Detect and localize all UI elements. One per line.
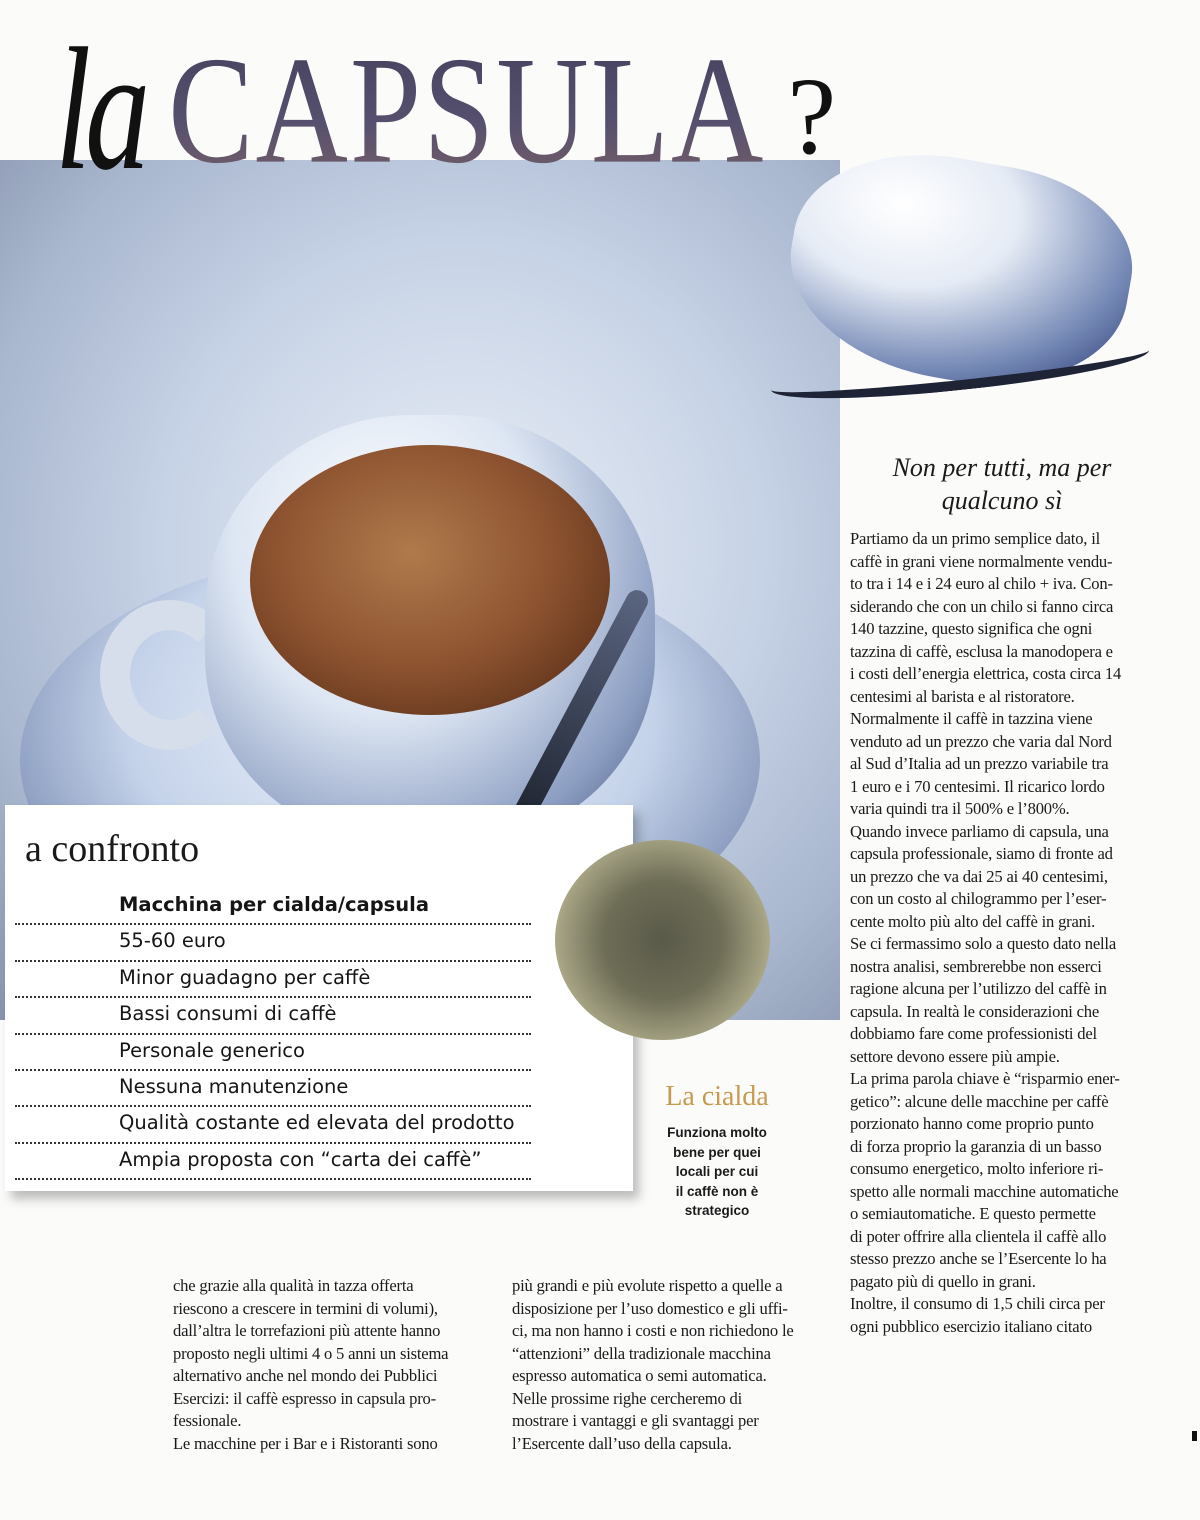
- comparison-item: 55-60 euro: [15, 925, 531, 961]
- article-line: 140 tazzine, questo significa che ogni: [850, 619, 1093, 638]
- article-line: che grazie alla qualità in tazza offerta: [173, 1276, 414, 1295]
- article-line: pagato più di quello in grani.: [850, 1271, 1036, 1291]
- cialda-caption-line: bene per quei: [673, 1144, 761, 1160]
- article-line: capsula. In realtà le considerazioni che: [850, 1001, 1100, 1021]
- article-line: Le macchine per i Bar e i Ristoranti sono: [173, 1433, 438, 1453]
- article-line: porzionato hanno come proprio punto: [850, 1114, 1094, 1133]
- article-line: di poter offrire alla clientela il caffè allo: [850, 1226, 1107, 1246]
- comparison-item: Ampia proposta con “carta dei caffè”: [15, 1144, 531, 1180]
- article-line: ogni pubblico esercizio italiano citato: [850, 1316, 1092, 1336]
- article-line: espresso automatica o semi automatica.: [512, 1366, 767, 1385]
- article-line: Se ci fermassimo solo a questo dato nella: [850, 934, 1116, 953]
- article-line: proposto negli ultimi 4 o 5 anni un sistema: [173, 1343, 449, 1363]
- cialda-caption-title: La cialda: [665, 1081, 769, 1112]
- comparison-item: Minor guadagno per caffè: [15, 962, 531, 998]
- article-line: i costi dell’energia elettrica, costa circa 14: [850, 664, 1122, 683]
- comparison-item: Nessuna manutenzione: [15, 1071, 531, 1107]
- article-line: con un costo al chilogrammo per l’eser-: [850, 889, 1107, 908]
- article-line: nostra analisi, sembrerebbe non esserci: [850, 956, 1102, 976]
- article-line: mostrare i vantaggi e gli svantaggi per: [512, 1411, 759, 1430]
- article-column-right: [850, 528, 1172, 1338]
- section-heading-line: qualcuno sì: [941, 486, 1063, 515]
- comparison-box: [5, 805, 633, 1191]
- article-line: riescono a crescere in termini di volumi),: [173, 1298, 438, 1318]
- cialda-caption-line: il caffè non è: [675, 1183, 759, 1199]
- article-line: l’Esercente dall’uso della capsula.: [512, 1433, 732, 1453]
- cialda-pod-image: [555, 840, 770, 1040]
- article-line: tazzina di caffè, esclusa la manodopera e: [850, 641, 1113, 661]
- article-line: o semiautomatiche. E questo permette: [850, 1204, 1096, 1223]
- article-line: Nelle prossime righe cercheremo di: [512, 1388, 743, 1408]
- article-line: cente molto più alto del caffè in grani.: [850, 911, 1096, 931]
- article-line: venduto ad un prezzo che varia dal Nord: [850, 731, 1112, 751]
- article-line: “attenzioni” della tradizionale macchina: [512, 1343, 771, 1363]
- article-line: centesimi al barista e al ristoratore.: [850, 686, 1075, 706]
- article-line: capsula professionale, siamo di fronte ad: [850, 844, 1113, 863]
- article-line: dall’altra le torrefazioni più attente hanno: [173, 1321, 441, 1340]
- article-line: siderando che con un chilo si fanno circa: [850, 596, 1114, 616]
- article-line: La prima parola chiave è “risparmio ener-: [850, 1069, 1120, 1088]
- article-line: alternativo anche nel mondo dei Pubblici: [173, 1366, 438, 1385]
- section-heading-line: Non per tutti, ma per: [892, 453, 1112, 482]
- comparison-heading: a confronto: [25, 828, 200, 870]
- article-line: ragione alcuna per l’utilizzo del caffè in: [850, 979, 1107, 998]
- article-column-middle: [512, 1275, 828, 1455]
- article-line: fessionale.: [173, 1411, 242, 1430]
- cialda-caption: [652, 1123, 782, 1221]
- article-line: più grandi e più evolute rispetto a quelle a: [512, 1276, 783, 1295]
- article-line: al Sud d’Italia ad un prezzo variabile tra: [850, 754, 1109, 773]
- comparison-item: Personale generico: [15, 1035, 531, 1071]
- comparison-list: [15, 889, 531, 1180]
- title-question-mark: ?: [787, 55, 837, 177]
- cialda-caption-line: strategico: [684, 1203, 750, 1218]
- article-line: ci, ma non hanno i costi e non richiedono le: [512, 1321, 794, 1340]
- title-la: la: [55, 12, 145, 208]
- article-line: Esercizi: il caffè espresso in capsula pro-: [173, 1388, 436, 1408]
- section-heading: [850, 451, 1154, 517]
- comparison-item: Bassi consumi di caffè: [15, 998, 531, 1034]
- article-line: Quando invece parliamo di capsula, una: [850, 821, 1109, 841]
- article-line: Normalmente il caffè in tazzina viene: [850, 709, 1093, 728]
- cialda-caption-line: locali per cui: [675, 1164, 759, 1179]
- comparison-item: Macchina per cialda/capsula: [15, 889, 531, 925]
- comparison-item: Qualità costante ed elevata del prodotto: [15, 1107, 531, 1143]
- article-line: di forza proprio la garanzia di un basso: [850, 1136, 1102, 1156]
- article-line: dobbiamo fare come professionisti del: [850, 1024, 1097, 1043]
- article-line: spetto alle normali macchine automatiche: [850, 1181, 1119, 1201]
- article-line: Partiamo da un primo semplice dato, il: [850, 529, 1101, 548]
- espresso-image: [250, 445, 610, 715]
- article-line: consumo energetico, molto inferiore ri-: [850, 1159, 1104, 1178]
- article-line: to tra i 14 e i 24 euro al chilo + iva. Con-: [850, 574, 1113, 593]
- article-line: caffè in grani viene normalmente vendu-: [850, 551, 1113, 571]
- article-column-left: [173, 1275, 485, 1455]
- cialda-caption-line: Funziona molto: [667, 1125, 767, 1140]
- article-line: Inoltre, il consumo di 1,5 chili circa per: [850, 1294, 1105, 1313]
- title-capsula: CAPSULA: [168, 0, 765, 230]
- article-line: settore devono essere più ampie.: [850, 1046, 1060, 1066]
- article-line: 1 euro e i 70 centesimi. Il ricarico lordo: [850, 776, 1105, 796]
- page-title: [55, 10, 837, 210]
- article-line: disposizione per l’uso domestico e gli uffi-: [512, 1298, 788, 1318]
- page-edge-mark: [1192, 1431, 1197, 1441]
- article-line: getico”: alcune delle macchine per caffè: [850, 1091, 1109, 1111]
- article-line: stesso prezzo anche se l’Esercente lo ha: [850, 1249, 1107, 1268]
- article-line: varia quindi tra il 500% e l’800%.: [850, 799, 1070, 818]
- article-line: un prezzo che va dai 25 ai 40 centesimi,: [850, 866, 1108, 886]
